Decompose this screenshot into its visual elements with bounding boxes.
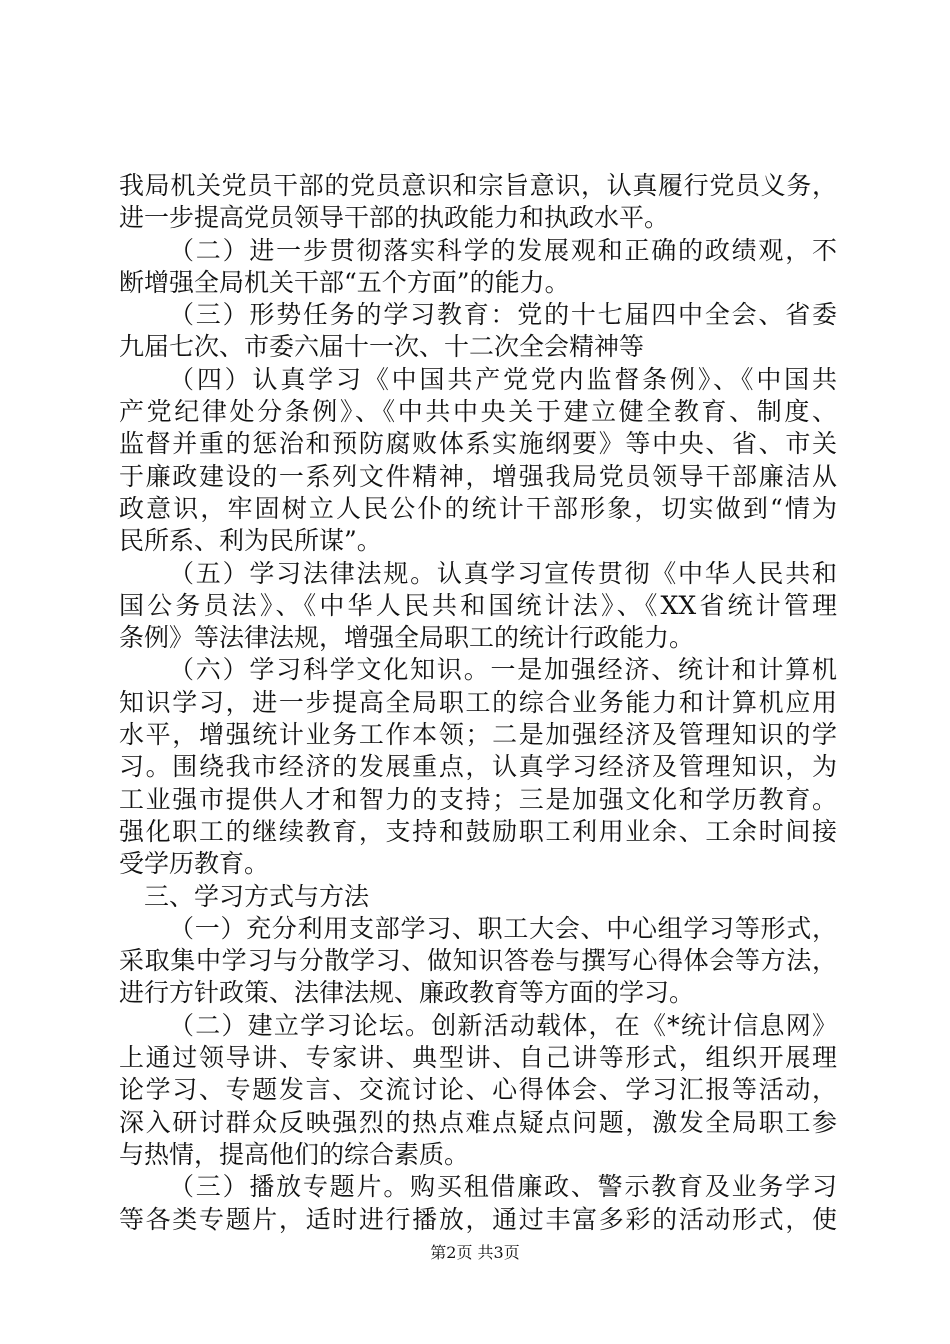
text-line: 深入研讨群众反映强烈的热点难点疑点问题，激发全局职工参 xyxy=(119,1107,837,1137)
text-line: 产党纪律处分条例》、《中共中央关于建立健全教育、制度、 xyxy=(119,397,837,427)
text-line: 进行方针政策、法律法规、廉政教育等方面的学习。 xyxy=(119,978,695,1008)
text-line: 采取集中学习与分散学习、做知识答卷与撰写心得体会等方法， xyxy=(119,946,837,976)
text-line: 强化职工的继续教育，支持和鼓励职工利用业余、工余时间接 xyxy=(119,816,837,846)
document-body xyxy=(119,170,837,1236)
text-line: 论学习、专题发言、交流讨论、心得体会、学习汇报等活动， xyxy=(119,1075,837,1105)
text-line: 政意识，牢固树立人民公仆的统计干部形象，切实做到“情为 xyxy=(119,493,837,523)
text-line: （三）形势任务的学习教育：党的十七届四中全会、省委 xyxy=(169,300,837,330)
text-line: 工业强市提供人才和智力的支持；三是加强文化和学历教育。 xyxy=(119,784,837,814)
text-line: （二）建立学习论坛。创新活动载体，在《*统计信息网》 xyxy=(169,1010,837,1040)
text-line: （二）进一步贯彻落实科学的发展观和正确的政绩观，不 xyxy=(169,235,837,265)
text-line: （五）学习法律法规。认真学习宣传贯彻《中华人民共和 xyxy=(169,558,837,588)
text-line: 民所系、利为民所谋”。 xyxy=(119,526,382,556)
text-line: 水平，增强统计业务工作本领；二是加强经济及管理知识的学 xyxy=(119,720,837,750)
page-number-footer: 第2页 共3页 xyxy=(430,1243,520,1262)
text-line: 受学历教育。 xyxy=(119,849,270,879)
text-line: 上通过领导讲、专家讲、典型讲、自己讲等形式，组织开展理 xyxy=(119,1043,837,1073)
text-line: 进一步提高党员领导干部的执政能力和执政水平。 xyxy=(119,203,670,233)
text-line: 监督并重的惩治和预防腐败体系实施纲要》等中央、省、市关 xyxy=(119,429,837,459)
text-line: 国公务员法》、《中华人民共和国统计法》、《XX省统计管理 xyxy=(119,590,837,620)
text-line: 九届七次、市委六届十一次、十二次全会精神等 xyxy=(119,332,645,362)
text-line: （四）认真学习《中国共产党党内监督条例》、《中国共 xyxy=(169,364,837,394)
text-line: 与热情，提高他们的综合素质。 xyxy=(119,1139,470,1169)
text-line: 习。围绕我市经济的发展重点，认真学习经济及管理知识，为 xyxy=(119,752,837,782)
section-heading: 三、学习方式与方法 xyxy=(144,881,370,911)
text-line: 知识学习，进一步提高全局职工的综合业务能力和计算机应用 xyxy=(119,687,837,717)
text-line: 于廉政建设的一系列文件精神，增强我局党员领导干部廉洁从 xyxy=(119,461,837,491)
text-line: 等各类专题片，适时进行播放，通过丰富多彩的活动形式，使 xyxy=(119,1204,837,1234)
text-line: 我局机关党员干部的党员意识和宗旨意识，认真履行党员义务， xyxy=(119,171,837,200)
text-line: 条例》等法律法规，增强全局职工的统计行政能力。 xyxy=(119,623,695,653)
text-line: （三）播放专题片。购买租借廉政、警示教育及业务学习 xyxy=(169,1172,837,1202)
text-line: （一）充分利用支部学习、职工大会、中心组学习等形式， xyxy=(169,913,837,943)
text-line: （六）学习科学文化知识。一是加强经济、统计和计算机 xyxy=(169,655,837,685)
text-line: 断增强全局机关干部“五个方面”的能力。 xyxy=(119,267,570,297)
